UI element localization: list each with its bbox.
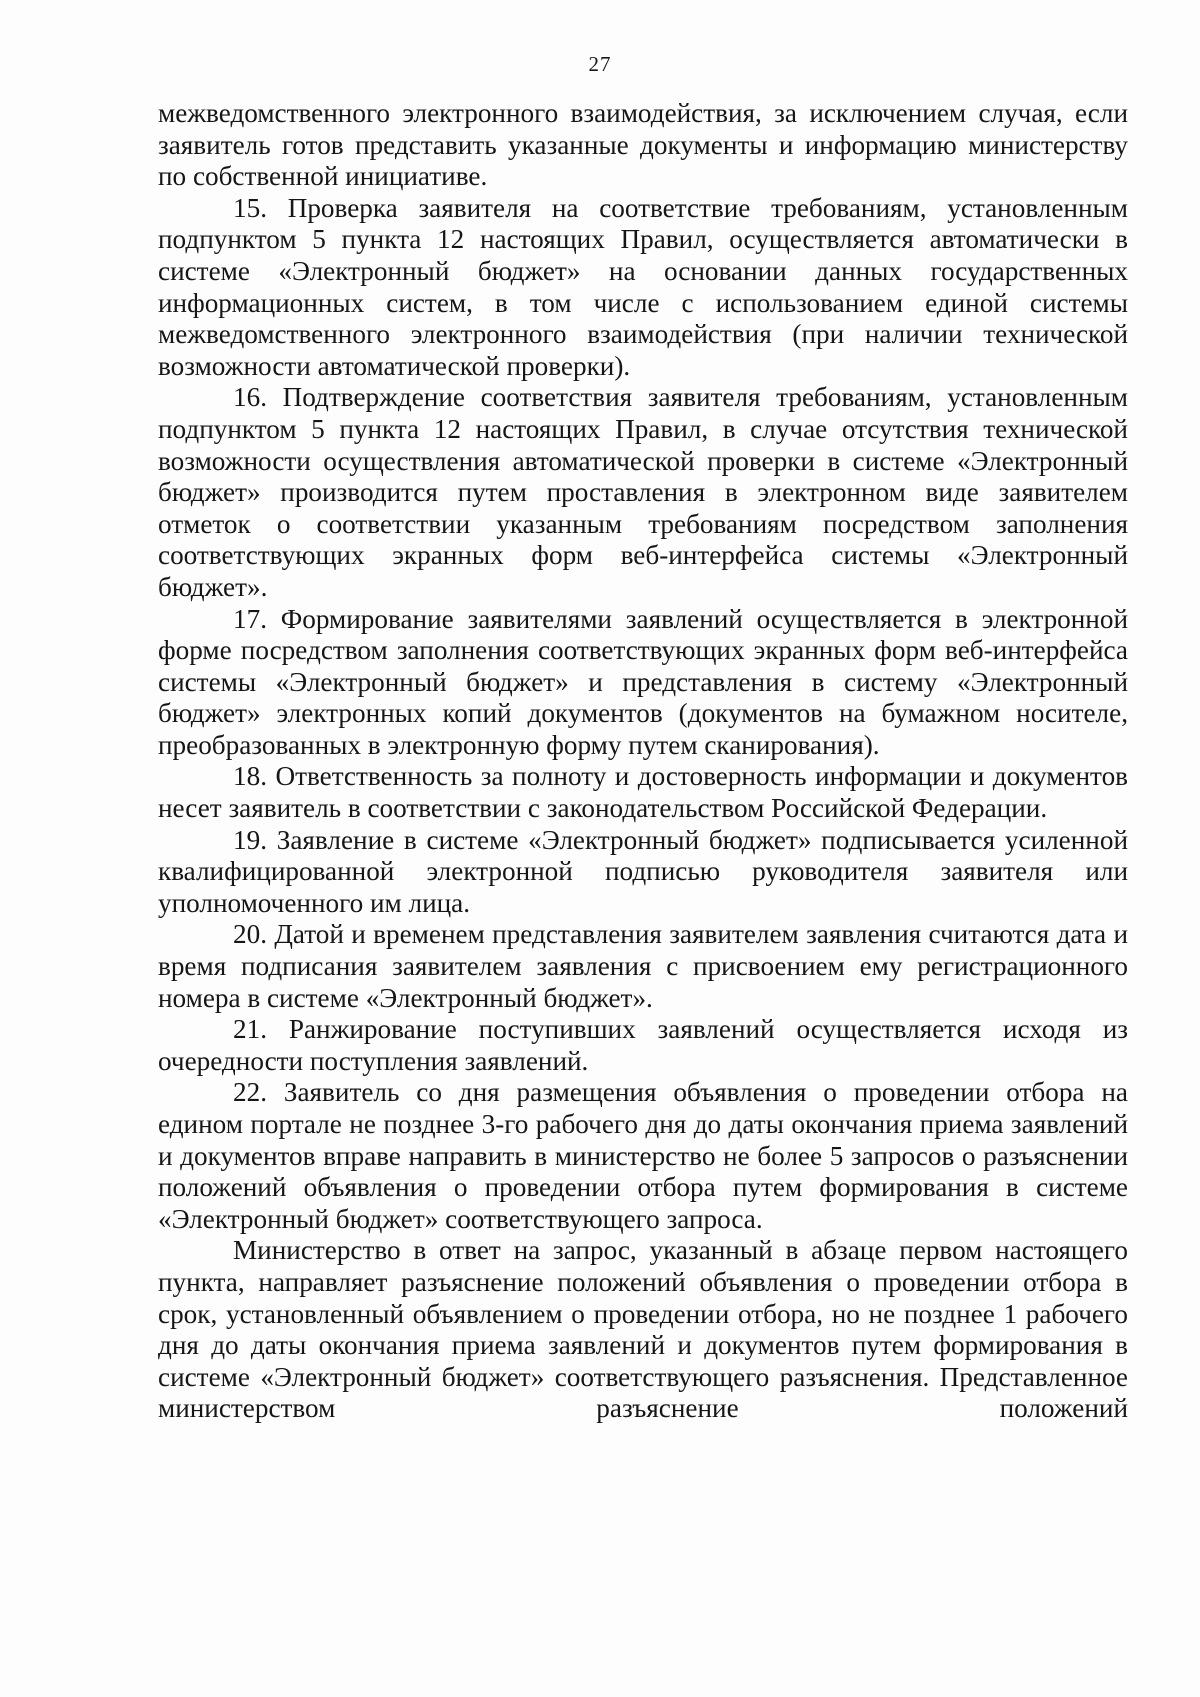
paragraph-22-second: Министерство в ответ на запрос, указанный в абзаце первом настоящего пункта, направляет разъяснение положений объявления о проведении отбора в срок, установленный объявлением о проведении отбора, но не позднее 1 рабочего дня до даты окончания приема заявлений и документов путем формирования в системе «Электронный бюджет» соответствующего разъяснения. Представленное министерством разъяснение положений xyxy=(158,1235,1128,1424)
paragraph-21: 21. Ранжирование поступивших заявлений осуществляется исходя из очередности поступления заявлений. xyxy=(158,1014,1128,1076)
paragraph-17: 17. Формирование заявителями заявлений осуществляется в электронной форме посредством заполнения соответствующих экранных форм веб-интерфейса системы «Электронный бюджет» и представления в систему «Электронный бюджет» электронных копий документов (документов на бумажном носителе, преобразованных в электронную форму путем сканирования). xyxy=(158,603,1128,760)
paragraph-20: 20. Датой и временем представления заявителем заявления считаются дата и время подписания заявителем заявления с присвоением ему регистрационного номера в системе «Электронный бюджет». xyxy=(158,919,1128,1013)
page-number: 27 xyxy=(588,52,612,76)
document-body xyxy=(158,98,1128,1425)
paragraph-continuation: межведомственного электронного взаимодействия, за исключением случая, если заявитель готов представить указанные документы и информацию министерству по собственной инициативе. xyxy=(158,98,1128,192)
paragraph-16: 16. Подтверждение соответствия заявителя требованиям, установленным подпунктом 5 пункта 12 настоящих Правил, в случае отсутствия технической возможности осуществления автоматической проверки в системе «Электронный бюджет» производится путем проставления в электронном виде заявителем отметок о соответствии указанным требованиям посредством заполнения соответствующих экранных форм веб-интерфейса системы «Электронный бюджет». xyxy=(158,382,1128,602)
paragraph-18: 18. Ответственность за полноту и достоверность информации и документов несет заявитель в соответствии с законодательством Российской Федерации. xyxy=(158,761,1128,824)
paragraph-19: 19. Заявление в системе «Электронный бюджет» подписывается усиленной квалифицированной электронной подписью руководителя заявителя или уполномоченного им лица. xyxy=(158,824,1128,918)
paragraph-15: 15. Проверка заявителя на соответствие требованиям, установленным подпунктом 5 пункта 12 настоящих Правил, осуществляется автоматически в системе «Электронный бюджет» на основании данных государственных информационных систем, в том числе с использованием единой системы межведомственного электронного взаимодействия (при наличии технической возможности автоматической проверки). xyxy=(158,192,1128,381)
paragraph-22: 22. Заявитель со дня размещения объявления о проведении отбора на едином портале не позднее 3-го рабочего дня до даты окончания приема заявлений и документов вправе направить в министерство не более 5 запросов о разъяснении положений объявления о проведении отбора путем формирования в системе «Электронный бюджет» соответствующего запроса. xyxy=(158,1077,1128,1234)
